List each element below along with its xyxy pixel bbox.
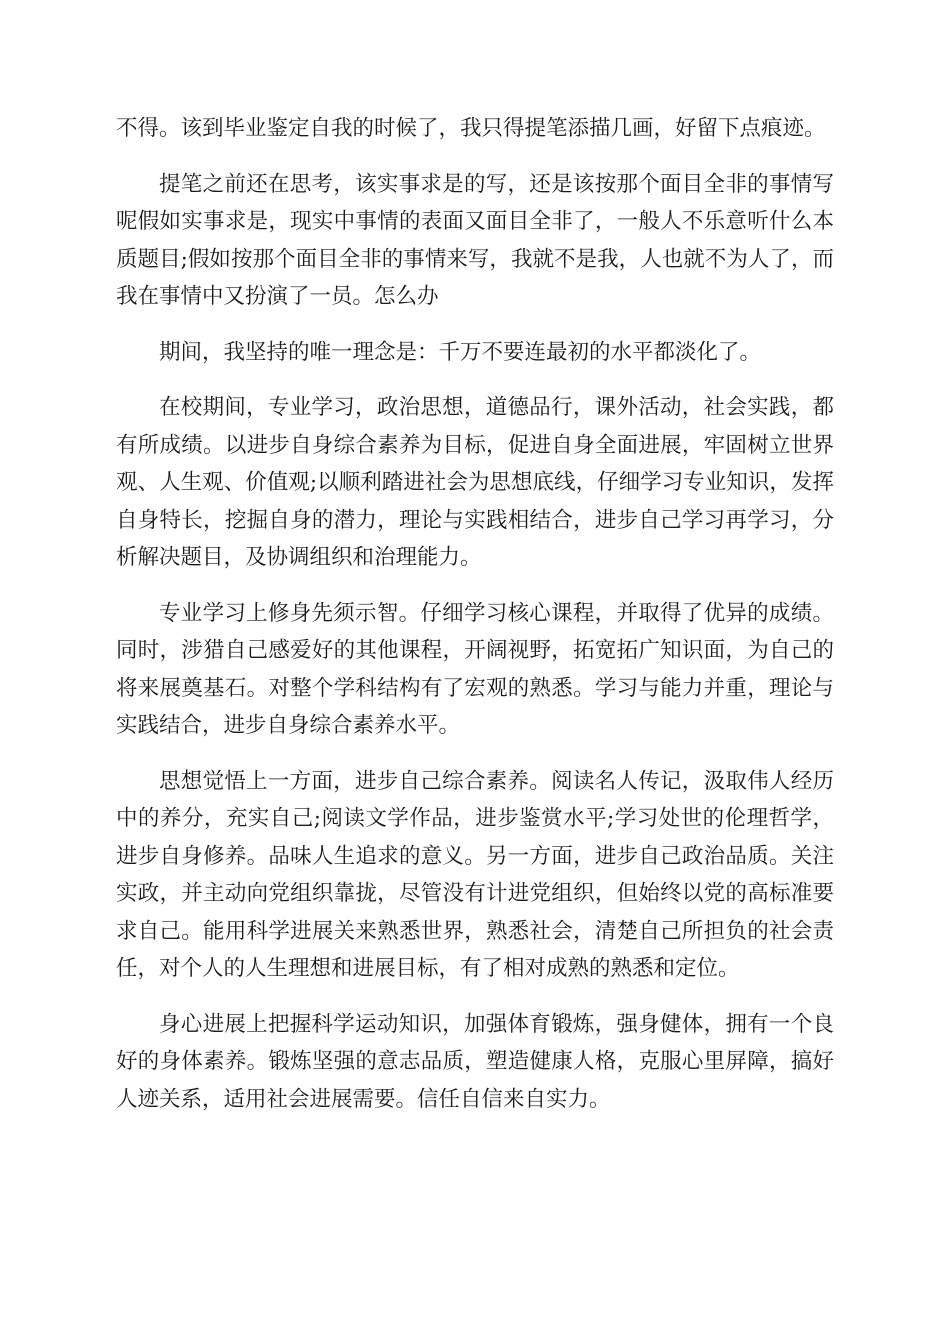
paragraph-7: 身心进展上把握科学运动知识，加强体育锻炼，强身健体，拥有一个良好的身体素养。锻炼坚强的意志品质，塑造健康人格，克服心里屏障，搞好人迹关系，适用社会进展需要。信任自信来自实力。	[116, 1011, 834, 1112]
paragraph-6: 思想觉悟上一方面，进步自己综合素养。阅读名人传记，汲取伟人经历中的养分，充实自己;阅读文学作品，进步鉴赏水平;学习处世的伦理哲学，进步自身修养。品味人生追求的意义。另一方面，进步自己政治品质。关注实政，并主动向党组织靠拢，尽管没有计进党组织，但始终以党的高标准要求自己。能用科学进展关来熟悉世界，熟悉社会，清楚自己所担负的社会责任，对个人的人生理想和进展目标，有了相对成熟的熟悉和定位。	[116, 768, 834, 981]
paragraph-3: 期间，我坚持的唯一理念是：千万不要连最初的水平都淡化了。	[159, 339, 762, 365]
document-body	[116, 110, 834, 1136]
paragraph-5: 专业学习上修身先须示智。仔细学习核心课程，并取得了优异的成绩。同时，涉猎自己感爱好的其他课程，开阔视野，拓宽拓广知识面，为自己的将来展奠基石。对整个学科结构有了宏观的熟悉。学习与能力并重，理论与实践结合，进步自身综合素养水平。	[116, 600, 834, 738]
paragraph-1: 不得。该到毕业鉴定自我的时候了，我只得提笔添描几画，好留下点痕迹。	[116, 116, 826, 141]
paragraph-4: 在校期间，专业学习，政治思想，道德品行，课外活动，社会实践，都有所成绩。以进步自身综合素养为目标，促进自身全面进展，牢固树立世界观、人生观、价值观;以顺利踏进社会为思想底线，仔细学习专业知识，发挥自身特长，挖掘自身的潜力，理论与实践相结合，进步自己学习再学习，分析解决题目，及协调组织和治理能力。	[116, 395, 834, 570]
paragraph-2: 提笔之前还在思考，该实事求是的写，还是该按那个面目全非的事情写呢假如实事求是，现实中事情的表面又面目全非了，一般人不乐意听什么本质题目;假如按那个面目全非的事情来写，我就不是我，人也就不为人了，而我在事情中又扮演了一员。怎么办	[116, 171, 834, 309]
